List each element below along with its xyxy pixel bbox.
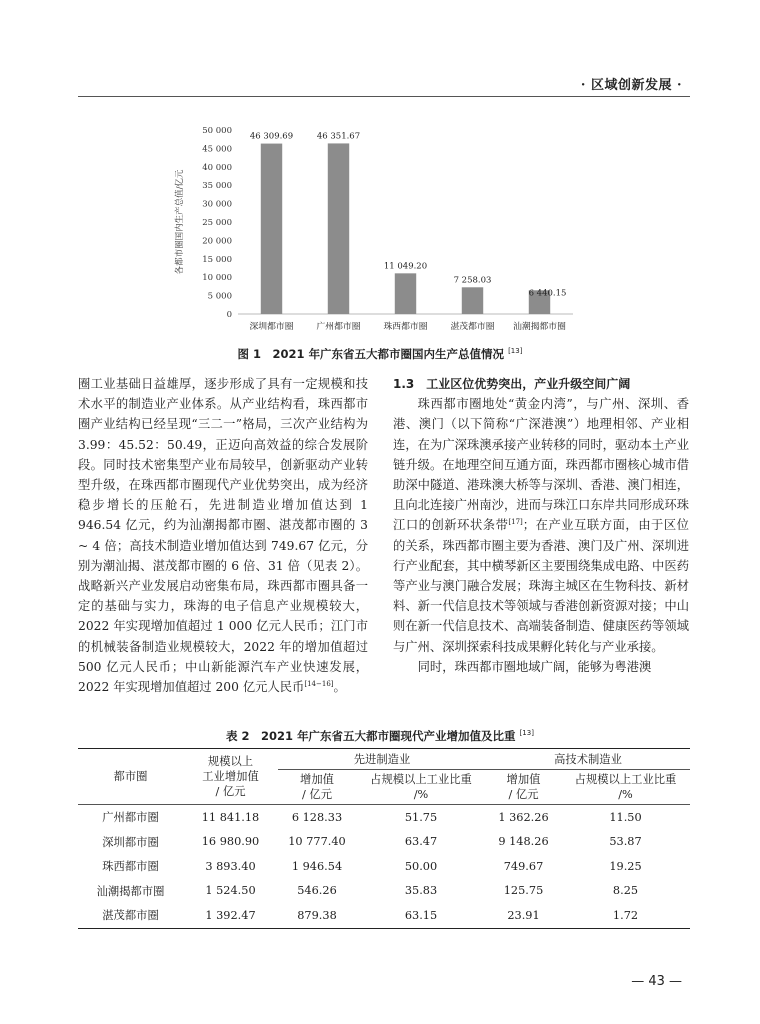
header-high-add-line1: 增加值 bbox=[506, 773, 541, 786]
y-tick-label: 45 000 bbox=[202, 144, 232, 155]
left-paragraph-text: 圈工业基础日益雄厚，逐步形成了具有一定规模和技术水平的制造业产业体系。从产业结构看，珠西都市圈产业结构已经呈现“三二一”格局，三次产业结构为 3.99：45.52：50.49，正迈向高效益的综合发展阶段。同时技术密集型产业布局较早，创新驱动产业转型升级，在珠西都市圈现代产业优势突出，成为经济稳步增长的压舱石，先进制造业增加值达到 1 946.54 亿元，约为汕潮揭都市圈、湛茂都市圈的 3 ~ 4 倍；高技术制造业增加值达到 749.67 亿元，分别为潮汕揭、湛茂都市圈的 6 倍、31 倍（见表 2）。战略新兴产业发展启动密集布局，珠西都市圈具备一定的基础与实力，珠海的电子信息产业规模较大，2022 年实现增加值超过 1 000 亿元人民币；江门市的机械装备制造业规模较大，2022 年的增加值超过 500 亿元人民币；中山新能源汽车产业快速发展，2022 年实现增加值超过 200 亿元人民币 bbox=[78, 377, 368, 695]
table-row bbox=[78, 830, 690, 855]
cell-scale: 1 392.47 bbox=[183, 903, 278, 928]
y-axis-title: 各都市圈国内生产总值/亿元 bbox=[175, 169, 185, 275]
cell-high-add: 9 148.26 bbox=[498, 835, 549, 849]
x-tick-label: 珠西都市圈 bbox=[383, 322, 428, 332]
bar bbox=[328, 143, 349, 314]
table-caption bbox=[0, 728, 760, 744]
cell-adv-share: 51.75 bbox=[404, 810, 438, 824]
left-citation: [14−16] bbox=[304, 679, 334, 688]
y-tick-label: 15 000 bbox=[202, 254, 232, 265]
header-scale bbox=[183, 749, 278, 805]
industry-table bbox=[78, 748, 690, 929]
y-tick-label: 0 bbox=[226, 310, 232, 320]
header-high-add-line2: / 亿元 bbox=[508, 788, 539, 801]
right-paragraph-1-text-b: ；在产业互联方面，由于区位的关系，珠西都市圈主要为香港、澳门及广州、深圳进行产业配套，其中横琴新区主要围绕集成电路、中医药等产业与澳门融合发展；珠海主城区在生物科技、新材料、新一代信息技术等领域与香港创新资源对接；中山则在新一代信息技术、高端装备制造、健康医药等领域与广州、深圳探索科技成果孵化转化与产业承接。 bbox=[393, 518, 689, 654]
right-paragraph-1 bbox=[393, 394, 689, 657]
header-scale-line1: 规模以上 bbox=[207, 755, 254, 768]
y-tick-label: 40 000 bbox=[202, 162, 232, 173]
bar-value-label: 11 049.20 bbox=[383, 261, 428, 272]
y-tick-label: 50 000 bbox=[202, 126, 232, 136]
x-tick-label: 湛茂都市圈 bbox=[450, 322, 495, 332]
cell-scale: 1 524.50 bbox=[205, 884, 256, 898]
y-tick-label: 30 000 bbox=[202, 199, 232, 210]
cell-adv-add: 10 777.40 bbox=[288, 835, 346, 849]
table-caption-text: 表 2 2021 年广东省五大都市圈现代产业增加值及比重 bbox=[226, 729, 516, 743]
cell-high-share: 19.25 bbox=[609, 859, 642, 873]
header-adv-share-line2: /% bbox=[413, 788, 429, 801]
table-row bbox=[78, 854, 690, 879]
right-citation: [17] bbox=[508, 518, 523, 527]
section-heading: 1.3 工业区位优势突出，产业升级空间广阔 bbox=[393, 377, 631, 391]
cell-adv-share: 35.83 bbox=[404, 884, 438, 898]
running-header: · 区域创新发展 · bbox=[580, 78, 682, 93]
x-tick-label: 广州都市圈 bbox=[316, 322, 361, 332]
cell-high-share: 1.72 bbox=[561, 903, 690, 928]
cell-region: 珠西都市圈 bbox=[102, 860, 159, 874]
figure-caption-ref: [13] bbox=[508, 347, 523, 356]
x-tick-label: 深圳都市圈 bbox=[249, 322, 294, 332]
bar bbox=[395, 273, 416, 314]
header-adv-add-line1: 增加值 bbox=[300, 773, 334, 786]
cell-adv-add: 546.26 bbox=[297, 884, 337, 898]
y-tick-label: 35 000 bbox=[202, 181, 232, 192]
table-row bbox=[78, 903, 690, 928]
y-tick-label: 25 000 bbox=[202, 218, 232, 228]
table-row bbox=[78, 879, 690, 904]
header-rule bbox=[78, 96, 690, 97]
header-high-share-line1: 占规模以上工业比重 bbox=[574, 773, 677, 786]
gdp-bar-chart bbox=[168, 118, 588, 338]
cell-adv-share: 63.47 bbox=[404, 835, 438, 849]
left-column bbox=[78, 374, 368, 697]
bar-value-label: 6 440.15 bbox=[528, 288, 567, 299]
table-caption-ref: [13] bbox=[519, 729, 534, 738]
right-paragraph-2: 同时，珠西都市圈地域广阔，能够为粤港澳 bbox=[417, 659, 652, 674]
header-adv-add bbox=[278, 770, 356, 805]
left-paragraph bbox=[78, 374, 368, 697]
header-adv-add-line2: / 亿元 bbox=[302, 788, 332, 801]
header-advanced-group: 先进制造业 bbox=[278, 749, 486, 770]
bar bbox=[261, 144, 282, 314]
header-scale-line3: / 亿元 bbox=[215, 785, 246, 798]
cell-high-share: 11.50 bbox=[609, 810, 642, 824]
y-tick-label: 20 000 bbox=[202, 236, 232, 247]
cell-region: 湛茂都市圈 bbox=[78, 903, 183, 928]
header-high-add bbox=[486, 770, 561, 805]
y-tick-label: 5 000 bbox=[207, 291, 232, 302]
y-tick-label: 10 000 bbox=[202, 273, 232, 284]
cell-high-add: 749.67 bbox=[503, 859, 544, 873]
cell-scale: 3 893.40 bbox=[205, 859, 256, 873]
header-high-share-line2: /% bbox=[618, 788, 633, 801]
cell-high-share: 53.87 bbox=[609, 835, 642, 849]
table-row bbox=[78, 805, 690, 830]
page-number: — 43 — bbox=[631, 974, 682, 989]
x-tick-label: 汕潮揭都市圈 bbox=[513, 322, 566, 332]
cell-adv-add: 6 128.33 bbox=[291, 810, 343, 824]
figure-caption bbox=[0, 346, 760, 362]
cell-scale: 16 980.90 bbox=[201, 835, 260, 849]
right-column bbox=[393, 374, 689, 677]
cell-high-add: 125.75 bbox=[503, 884, 544, 898]
header-high-share bbox=[561, 770, 690, 805]
cell-adv-share: 50.00 bbox=[404, 859, 438, 873]
cell-high-add: 23.91 bbox=[486, 903, 561, 928]
header-scale-line2: 工业增加值 bbox=[202, 770, 259, 783]
cell-high-add: 1 362.26 bbox=[498, 810, 549, 824]
header-hightech-group: 高技术制造业 bbox=[486, 749, 690, 770]
bar bbox=[462, 287, 483, 314]
cell-adv-add: 1 946.54 bbox=[291, 859, 343, 873]
cell-region: 广州都市圈 bbox=[102, 811, 159, 825]
left-paragraph-end: 。 bbox=[333, 680, 346, 695]
header-region: 都市圈 bbox=[78, 749, 183, 805]
cell-adv-share: 63.15 bbox=[356, 903, 486, 928]
figure-caption-text: 图 1 2021 年广东省五大都市圈国内生产总值情况 bbox=[237, 347, 505, 361]
bar-value-label: 46 309.69 bbox=[249, 131, 294, 142]
header-adv-share bbox=[356, 770, 486, 805]
cell-scale: 11 841.18 bbox=[201, 810, 260, 824]
cell-region: 汕潮揭都市圈 bbox=[96, 884, 165, 898]
header-adv-share-line1: 占规模以上工业比重 bbox=[370, 773, 472, 786]
cell-region: 深圳都市圈 bbox=[102, 835, 159, 849]
bar-value-label: 46 351.67 bbox=[316, 131, 361, 142]
cell-high-share: 8.25 bbox=[612, 884, 639, 898]
cell-adv-add: 879.38 bbox=[278, 903, 356, 928]
bar-value-label: 7 258.03 bbox=[453, 275, 492, 286]
right-paragraph-1-text-a: 珠西都市圈地处“黄金内湾”，与广州、深圳、香港、澳门（以下简称“广深港澳”）地理相邻、产业相连，在为广深珠澳承接产业转移的同时，驱动本土产业链升级。在地理空间互通方面，珠西都市圈核心城市借助深中隧道、港珠澳大桥等与深圳、香港、澳门相连，且向北连接广州南沙，进而与珠江口东岸共同形成环珠江口的创新环状条带 bbox=[393, 397, 689, 533]
